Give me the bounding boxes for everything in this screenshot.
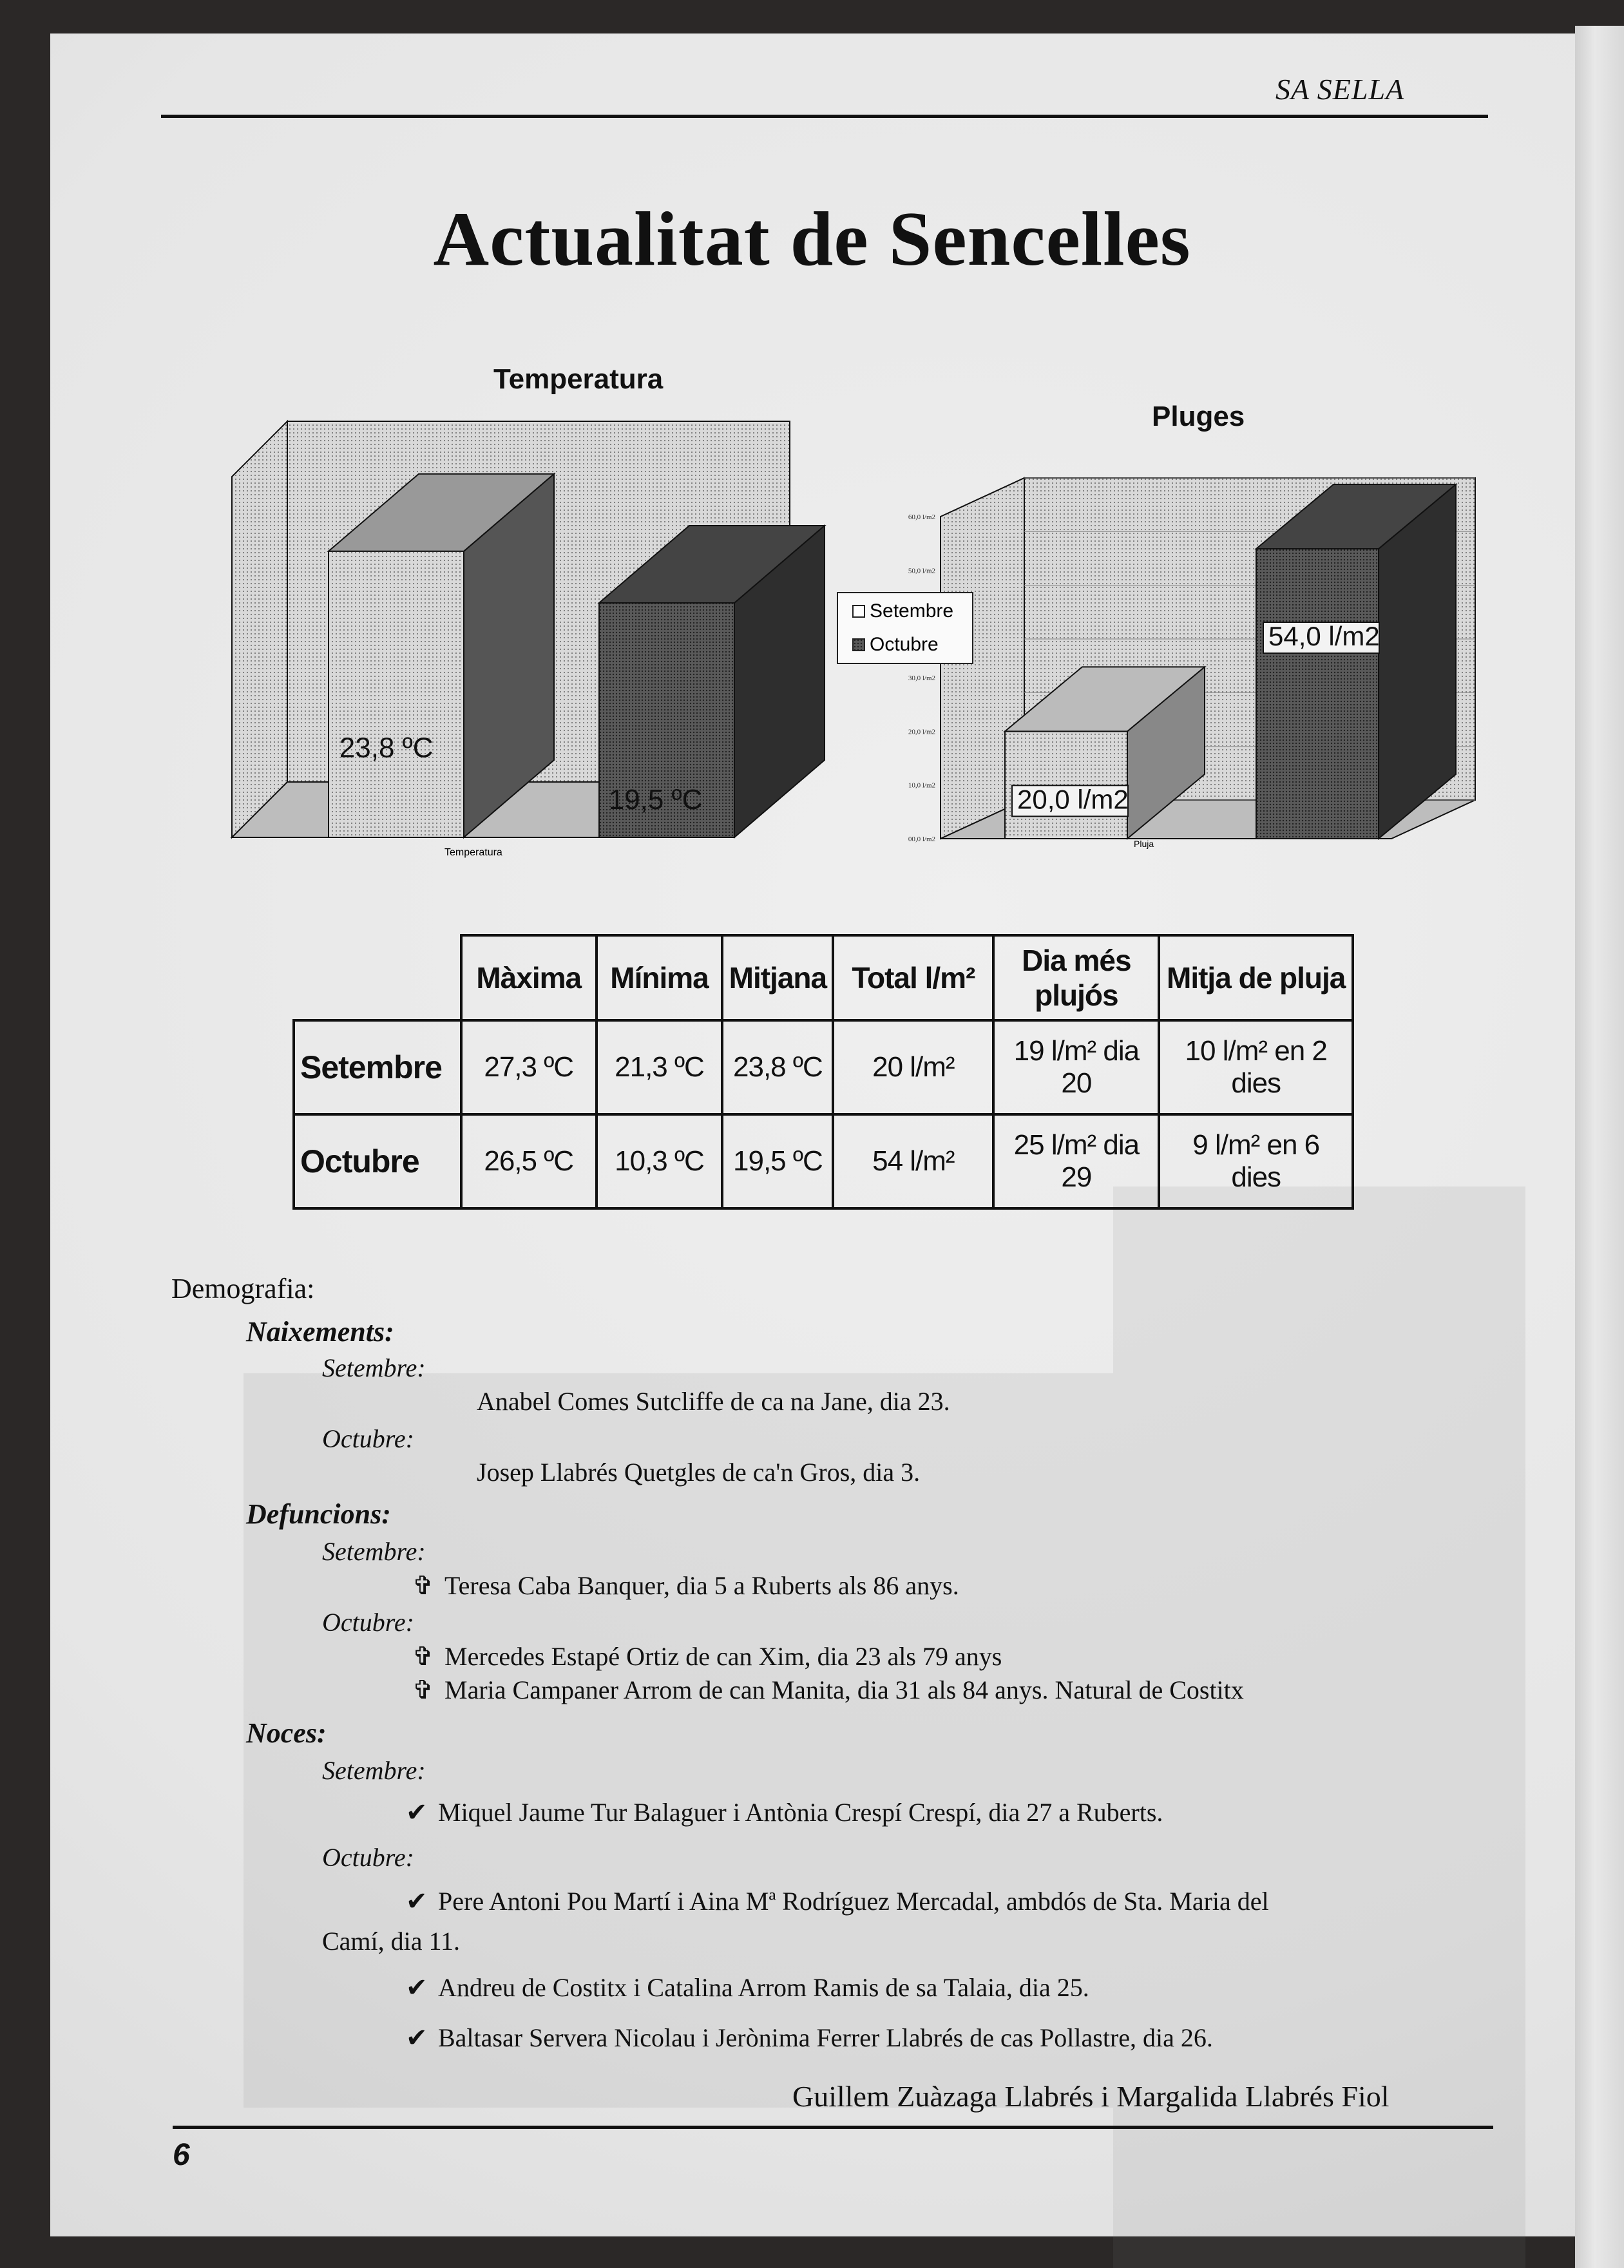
data-label-setembre: 20,0 l/m2: [1017, 784, 1129, 815]
check-icon: ✔: [406, 1973, 428, 2003]
bar-octubre-front: [1256, 549, 1379, 839]
noces-label: Noces:: [246, 1717, 327, 1749]
noces-entry: ✔ Pere Antoni Pou Martí i Aina Mª Rodríguez Mercadal, ambdós de Sta. Maria del: [406, 1887, 1269, 1916]
next-page-edge: [1575, 26, 1624, 2268]
legend-octubre: Octubre: [870, 634, 939, 655]
check-icon: ✔: [406, 1887, 428, 1916]
row-label: Octubre: [294, 1114, 461, 1208]
col-header: Màxima: [461, 935, 597, 1020]
noces-entry: ✔ Andreu de Costitx i Catalina Arrom Ramis de sa Talaia, dia 25.: [406, 1973, 1089, 2003]
weather-table: [292, 934, 1354, 1210]
table-cell: 27,3 ºC: [461, 1020, 597, 1114]
noces-entry-continuation: Camí, dia 11.: [322, 1927, 461, 1956]
article-title: Actualitat de Sencelles: [433, 196, 1191, 281]
table-cell: 20 l/m²: [833, 1020, 993, 1114]
table-cell: 10 l/m² en 2 dies: [1159, 1020, 1353, 1114]
magazine-name: SA SELLA: [1275, 73, 1405, 106]
table-cell: 21,3 ºC: [597, 1020, 723, 1114]
table-cell: 54 l/m²: [833, 1114, 993, 1208]
legend-swatch-octubre: [853, 639, 865, 651]
table-cell: 19,5 ºC: [722, 1114, 833, 1208]
temperatura-chart: [219, 412, 825, 863]
y-tick-label: 60,0 l/m2: [908, 513, 935, 521]
legend-setembre: Setembre: [870, 600, 954, 622]
temperatura-xlabel: Temperatura: [444, 847, 502, 858]
defuncio-entry: ✞ Maria Campaner Arrom de can Manita, dia 31 als 84 anys. Natural de Costitx: [412, 1675, 1244, 1705]
naixement-entry: Josep Llabrés Quetgles de ca'n Gros, dia 3.: [477, 1458, 921, 1487]
table-row: [294, 1114, 1353, 1208]
naixement-entry: Anabel Comes Sutcliffe de ca na Jane, dia 23.: [477, 1387, 950, 1416]
pluges-xlabel: Pluja: [1134, 839, 1154, 849]
check-icon: ✔: [406, 2023, 428, 2053]
temperatura-chart-title: Temperatura: [493, 363, 664, 395]
cross-icon: ✞: [412, 1642, 434, 1672]
y-tick-label: 30,0 l/m2: [908, 674, 935, 682]
header-rule: [161, 115, 1488, 118]
col-header: Dia més plujós: [993, 935, 1159, 1020]
y-tick-label: 10,0 l/m2: [908, 781, 935, 790]
demografia-heading: Demografia:: [171, 1273, 315, 1304]
data-label-octubre: 54,0 l/m2: [1268, 621, 1380, 651]
noces-entry: ✔ Baltasar Servera Nicolau i Jerònima Ferrer Llabrés de cas Pollastre, dia 26.: [406, 2023, 1213, 2053]
pluges-chart-title: Pluges: [1152, 401, 1245, 432]
bar-setembre-front: [329, 551, 464, 837]
data-label-octubre: 19,5 ºC: [608, 784, 703, 815]
table-cell: 26,5 ºC: [461, 1114, 597, 1208]
table-header-row: [294, 935, 1353, 1020]
y-tick-label: 50,0 l/m2: [908, 567, 935, 575]
table-cell: 19 l/m² dia 20: [993, 1020, 1159, 1114]
y-tick-label: 00,0 l/m2: [908, 835, 935, 843]
defuncio-entry: ✞ Teresa Caba Banquer, dia 5 a Ruberts als 86 anys.: [412, 1571, 959, 1601]
legend-swatch-setembre: [853, 605, 865, 617]
defuncions-octubre-label: Octubre:: [322, 1608, 414, 1637]
defuncions-setembre-label: Setembre:: [322, 1537, 426, 1566]
noces-entry: ✔ Miquel Jaume Tur Balaguer i Antònia Crespí Crespí, dia 27 a Ruberts.: [406, 1798, 1163, 1827]
cross-icon: ✞: [412, 1571, 434, 1601]
col-header: Mínima: [597, 935, 723, 1020]
noces-octubre-label: Octubre:: [322, 1843, 414, 1872]
footer-rule: [173, 2126, 1493, 2129]
table-cell: 23,8 ºC: [722, 1020, 833, 1114]
col-header: Mitjana: [722, 935, 833, 1020]
naixements-octubre-label: Octubre:: [322, 1424, 414, 1453]
naixements-label: Naixements:: [246, 1316, 394, 1348]
table-cell: 25 l/m² dia 29: [993, 1114, 1159, 1208]
chart-side-wall: [232, 421, 287, 837]
table-row: [294, 1020, 1353, 1114]
defuncio-entry: ✞ Mercedes Estapé Ortiz de can Xim, dia 23 als 79 anys: [412, 1642, 1002, 1672]
page-number: 6: [173, 2138, 190, 2172]
cross-icon: ✞: [412, 1675, 434, 1705]
naixements-setembre-label: Setembre:: [322, 1353, 426, 1382]
col-header: Mitja de pluja: [1159, 935, 1353, 1020]
check-icon: ✔: [406, 1798, 428, 1827]
defuncions-label: Defuncions:: [246, 1498, 391, 1530]
col-header: Total l/m²: [833, 935, 993, 1020]
pluges-legend: [837, 593, 973, 663]
article-signature: Guillem Zuàzaga Llabrés i Margalida Llabrés Fiol: [792, 2080, 1390, 2113]
pluges-chart: [831, 459, 1469, 852]
table-cell: 9 l/m² en 6 dies: [1159, 1114, 1353, 1208]
y-tick-label: 20,0 l/m2: [908, 728, 935, 736]
noces-setembre-label: Setembre:: [322, 1756, 426, 1785]
table-cell: 10,3 ºC: [597, 1114, 723, 1208]
row-label: Setembre: [294, 1020, 461, 1114]
data-label-setembre: 23,8 ºC: [339, 732, 434, 764]
